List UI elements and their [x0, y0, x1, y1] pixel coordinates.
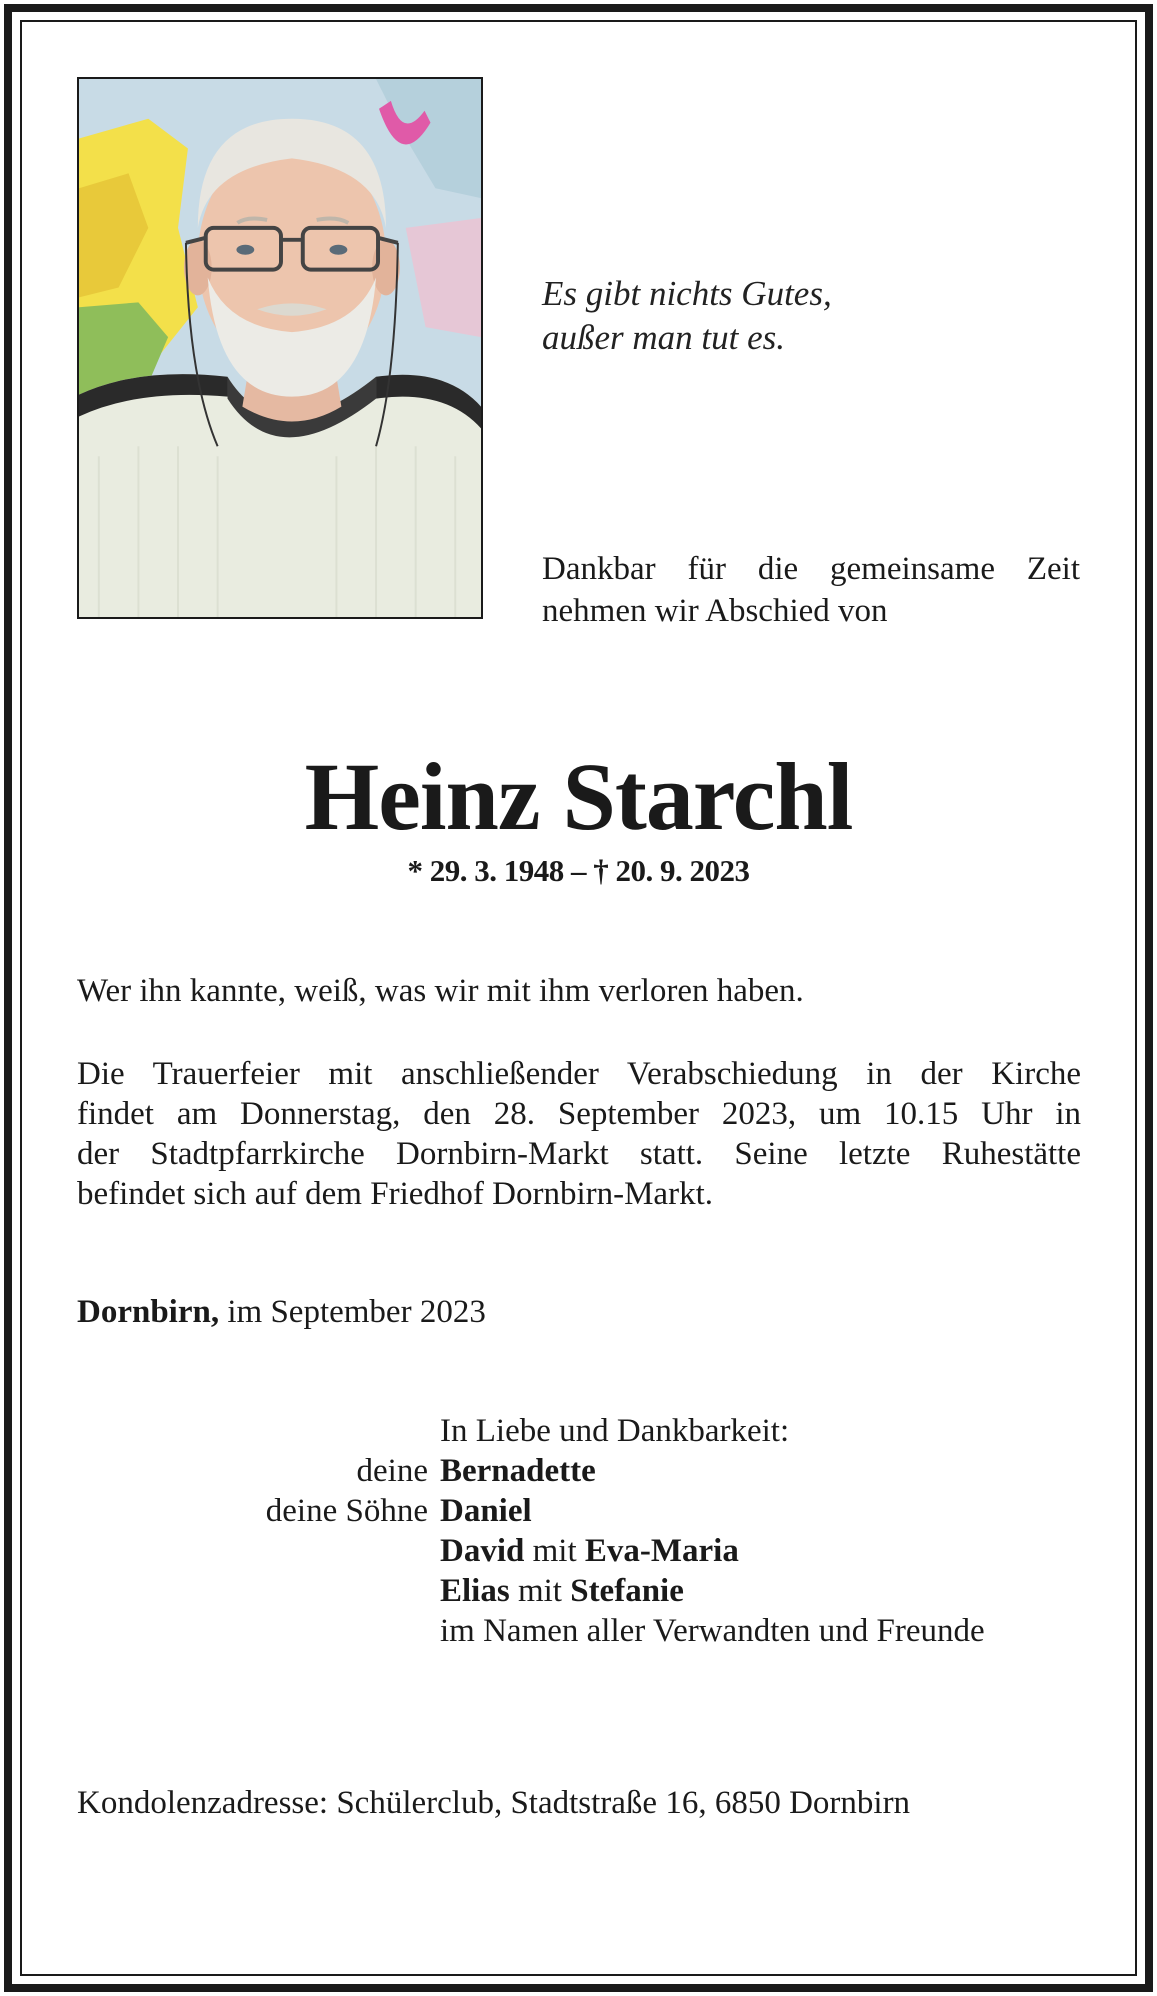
- condolence-address: Kondolenzadresse: Schülerclub, Stadtstraße 16, 6850 Dornbirn: [77, 1785, 911, 1821]
- intro-line-1: Dankbar für die gemeinsame Zeit: [542, 551, 1080, 587]
- son-2-partner: Eva-Maria: [584, 1533, 739, 1569]
- ceremony-paragraph: [77, 1054, 1081, 1214]
- deceased-name: Heinz Starchl: [304, 743, 853, 850]
- family-row-closing: [0, 1611, 1157, 1651]
- son-2-name: David: [440, 1533, 525, 1569]
- son-1-name: Daniel: [440, 1493, 532, 1529]
- quote-line-2: außer man tut es.: [542, 318, 786, 357]
- portrait-photo: [77, 77, 483, 619]
- family-heading-row: [0, 1411, 1157, 1451]
- place-name: Dornbirn,: [77, 1294, 220, 1330]
- remembrance-sentence: Wer ihn kannte, weiß, was wir mit ihm verloren haben.: [77, 973, 804, 1009]
- son-2-with: mit: [524, 1533, 585, 1569]
- son-3-with: mit: [509, 1573, 571, 1609]
- place-date-text: im September 2023: [219, 1294, 486, 1330]
- family-row-wife: [0, 1451, 1157, 1491]
- place-date: [77, 1292, 1081, 1332]
- family-heading: In Liebe und Dankbarkeit:: [440, 1413, 790, 1449]
- intro-line-2: nehmen wir Abschied von: [542, 593, 888, 629]
- family-row-son-3: [0, 1571, 1157, 1611]
- intro-text: [542, 548, 1080, 632]
- quote-line-1: Es gibt nichts Gutes,: [542, 274, 832, 313]
- ceremony-line-4: befindet sich auf dem Friedhof Dornbirn-Markt.: [77, 1176, 713, 1212]
- family-row-son-2: [0, 1531, 1157, 1571]
- son-3-name: Elias: [440, 1573, 510, 1609]
- son-3-partner: Stefanie: [570, 1573, 684, 1609]
- family-closing: im Namen aller Verwandten und Freunde: [440, 1613, 985, 1649]
- sons-label: deine Söhne: [265, 1493, 428, 1529]
- wife-label: deine: [356, 1453, 428, 1489]
- ceremony-line-1: Die Trauerfeier mit anschließender Verabschiedung in der Kirche: [77, 1056, 1081, 1092]
- ceremony-line-2: findet am Donnerstag, den 28. September 2023, um 10.15 Uhr in: [77, 1096, 1081, 1132]
- ceremony-line-3: der Stadtpfarrkirche Dornbirn-Markt statt. Seine letzte Ruhestätte: [77, 1136, 1081, 1172]
- family-signature: [0, 1411, 1157, 1651]
- quote: [542, 272, 1082, 360]
- family-row-son-1: [0, 1491, 1157, 1531]
- wife-name: Bernadette: [440, 1453, 596, 1489]
- life-dates: * 29. 3. 1948 – † 20. 9. 2023: [407, 853, 750, 888]
